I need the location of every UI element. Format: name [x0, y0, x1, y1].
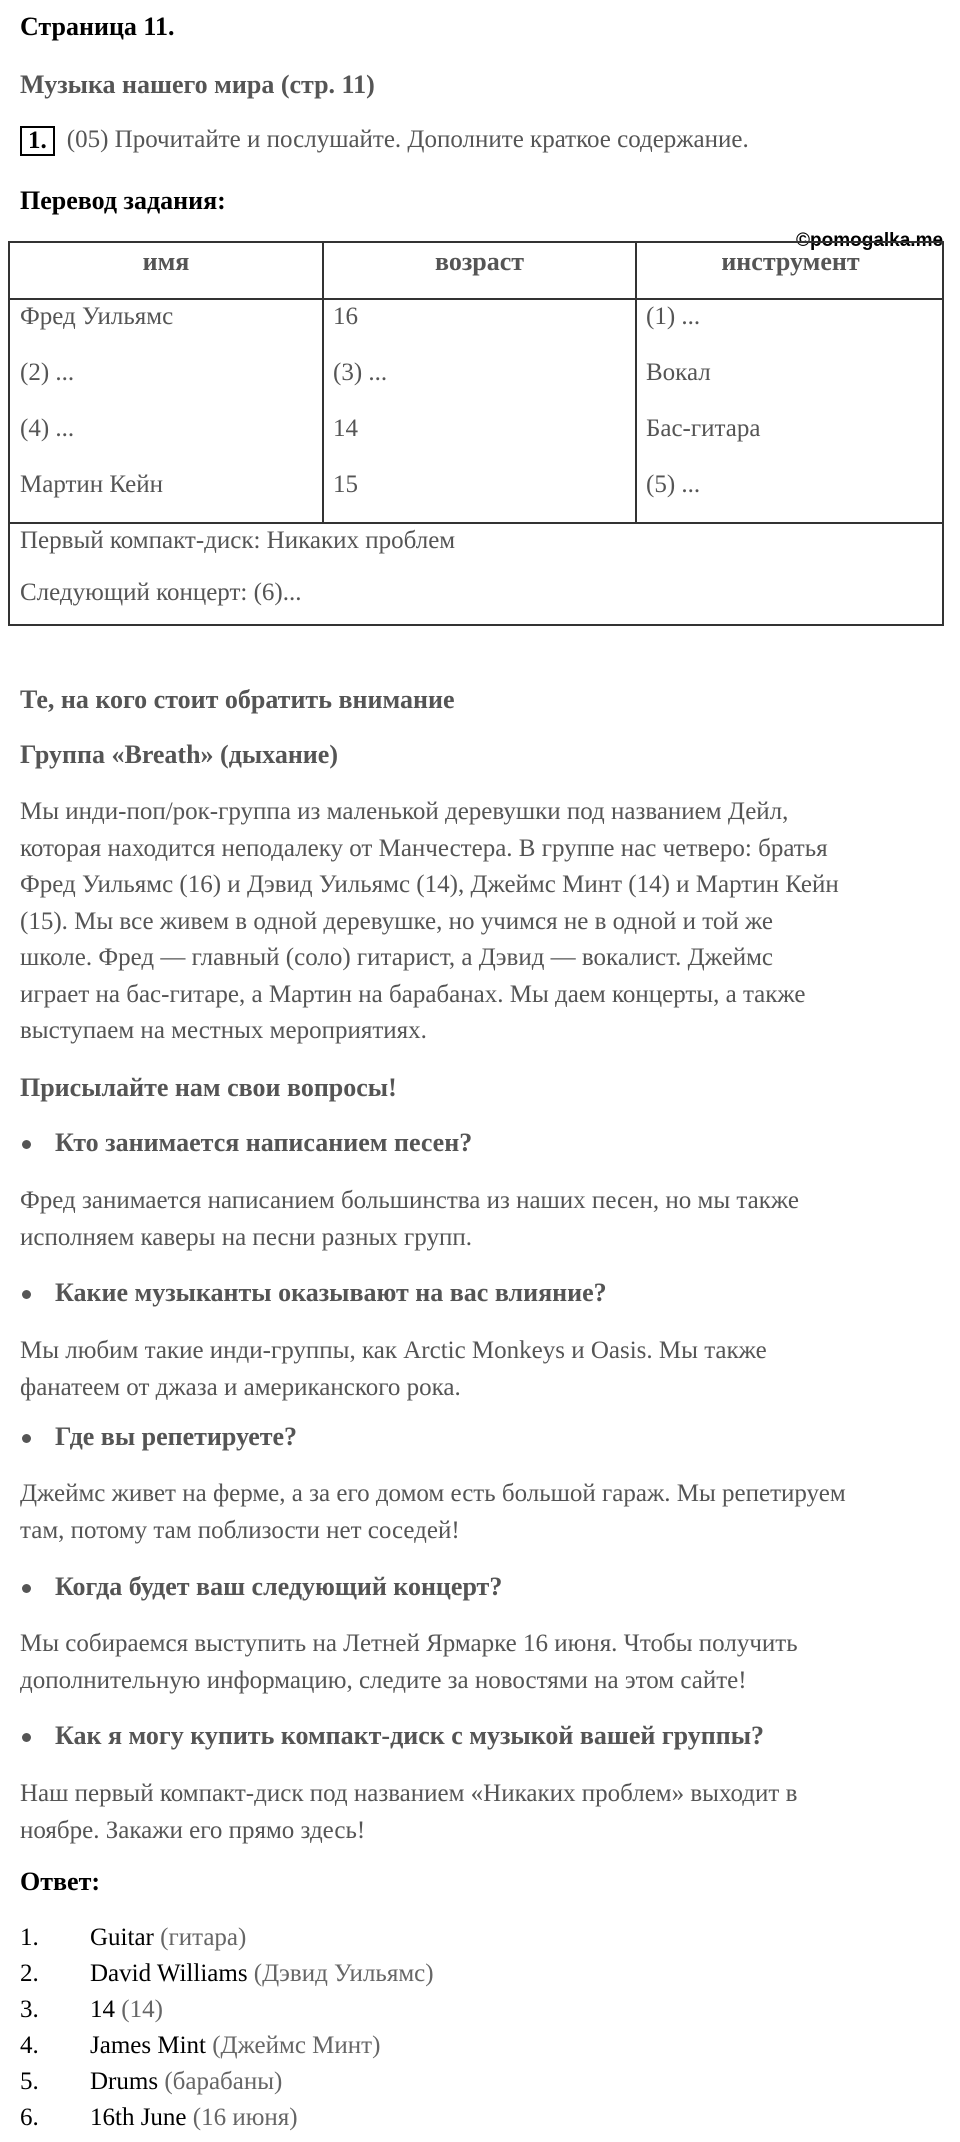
answer-number: 1. — [20, 1924, 39, 1951]
answer-paragraph — [20, 1626, 940, 1699]
article-heading: Те, на кого стоит обратить внимание — [20, 685, 455, 714]
answer-number: 2. — [20, 1960, 39, 1987]
table-footer-line: Следующий концерт: (6)... — [20, 579, 302, 606]
table-cell: Фред Уильямс — [20, 303, 174, 330]
answer-item — [90, 1960, 434, 1988]
question: Кто занимается написанием песен? — [55, 1128, 473, 1157]
band-title: Группа «Breath» (дыхание) — [20, 740, 338, 769]
bullet-icon — [22, 1290, 31, 1299]
table-cell: (3) ... — [333, 359, 388, 386]
question: Где вы репетируете? — [55, 1422, 298, 1451]
table-cell: (1) ... — [646, 303, 701, 330]
answer-number: 6. — [20, 2104, 39, 2131]
answer-russian: (Дэвид Уильямс) — [253, 1960, 434, 1987]
answer-item — [90, 2068, 282, 2096]
table-cell: 15 — [333, 471, 358, 498]
summary-table — [8, 241, 944, 626]
answer-english: James Mint — [90, 2032, 206, 2059]
watermark: ©pomogalka.me — [796, 230, 944, 251]
answer-english: Guitar — [90, 1924, 154, 1951]
answer-russian: (Джеймс Минт) — [212, 2032, 381, 2059]
paragraph-line: Наш первый компакт-диск под названием «Никаких проблем» выходит в — [20, 1780, 798, 1807]
paragraph-line: фанатеем от джаза и американского рока. — [20, 1373, 461, 1401]
table-cell: Вокал — [646, 359, 711, 386]
answer-item — [90, 2104, 298, 2132]
paragraph-line: исполняем каверы на песни разных групп. — [20, 1223, 472, 1251]
table-cell: Мартин Кейн — [20, 471, 164, 498]
paragraph-line: Фред Уильямс (16) и Дэвид Уильямс (14), Джеймс Минт (14) и Мартин Кейн — [20, 871, 839, 898]
task-text: (05) Прочитайте и послушайте. Дополните краткое содержание. — [66, 126, 749, 153]
paragraph-line: там, потому там поблизости нет соседей! — [20, 1516, 460, 1544]
bullet-icon — [22, 1584, 31, 1593]
answer-number: 3. — [20, 1996, 39, 2023]
answer-item — [90, 1924, 246, 1952]
paragraph-line: дополнительную информацию, следите за новостями на этом сайте! — [20, 1666, 747, 1694]
questions-heading: Присылайте нам свои вопросы! — [20, 1073, 397, 1102]
answer-english: Drums — [90, 2068, 159, 2095]
bullet-icon — [22, 1434, 31, 1443]
paragraph-line: Фред занимается написанием большинства из наших песен, но мы также — [20, 1187, 799, 1214]
answer-russian: (гитара) — [160, 1924, 247, 1951]
answer-paragraph — [20, 1333, 940, 1406]
question: Какие музыканты оказывают на вас влияние? — [55, 1278, 607, 1307]
paragraph-line: (15). Мы все живем в одной деревушке, но учимся не в одной и той же — [20, 907, 774, 935]
column-header-name: имя — [142, 247, 190, 276]
paragraph-line: Мы инди-поп/рок-группа из маленькой деревушки под названием Дейл, — [20, 798, 789, 825]
answer-item — [90, 2032, 380, 2060]
table-divider — [10, 298, 942, 300]
answer-number: 4. — [20, 2032, 39, 2059]
table-cell: 14 — [333, 415, 358, 442]
answer-russian: (барабаны) — [164, 2068, 283, 2095]
answer-russian: (14) — [121, 1996, 163, 2023]
paragraph-line: Мы собираемся выступить на Летней Ярмарке 16 июня. Чтобы получить — [20, 1630, 798, 1657]
table-cell: Бас-гитара — [646, 415, 761, 442]
paragraph-line: выступаем на местных мероприятиях. — [20, 1017, 427, 1044]
question: Как я могу купить компакт-диск с музыкой вашей группы? — [55, 1721, 765, 1750]
answer-russian: (16 июня) — [192, 2104, 298, 2131]
table-cell: (2) ... — [20, 359, 75, 386]
table-divider — [322, 243, 324, 522]
task-line — [20, 126, 749, 156]
paragraph-line: ноябре. Закажи его прямо здесь! — [20, 1816, 366, 1844]
answer-paragraph — [20, 1776, 940, 1849]
paragraph-line: играет на бас-гитаре, а Мартин на барабанах. Мы даем концерты, а также — [20, 980, 806, 1008]
answer-english: David Williams — [90, 1960, 248, 1987]
table-cell: 16 — [333, 303, 358, 330]
answer-item — [90, 1996, 163, 2024]
paragraph-line: Джеймс живет на ферме, а за его домом есть большой гараж. Мы репетируем — [20, 1480, 846, 1507]
table-cell: (5) ... — [646, 471, 701, 498]
table-footer-line: Первый компакт-диск: Никаких проблем — [20, 527, 456, 554]
page-title: Страница 11. — [20, 12, 175, 41]
column-header-age: возраст — [434, 247, 525, 276]
translation-heading: Перевод задания: — [20, 186, 226, 215]
answer-paragraph — [20, 1183, 940, 1256]
table-cell: (4) ... — [20, 415, 75, 442]
table-divider — [10, 522, 942, 524]
paragraph-line: Мы любим такие инди-группы, как Arctic Monkeys и Oasis. Мы также — [20, 1337, 767, 1364]
task-number: 1. — [20, 126, 55, 156]
table-divider — [635, 243, 637, 522]
bullet-icon — [22, 1733, 31, 1742]
paragraph-line: школе. Фред — главный (соло) гитарист, а Дэвид — вокалист. Джеймс — [20, 944, 774, 971]
answer-english: 14 — [90, 1996, 115, 2023]
answer-english: 16th June — [90, 2104, 187, 2131]
answer-paragraph — [20, 1476, 940, 1549]
intro-paragraph — [20, 794, 940, 1050]
answer-number: 5. — [20, 2068, 39, 2095]
answer-heading: Ответ: — [20, 1867, 101, 1896]
question: Когда будет ваш следующий концерт? — [55, 1572, 503, 1601]
section-title: Музыка нашего мира (стр. 11) — [20, 70, 375, 99]
paragraph-line: которая находится неподалеку от Манчестера. В группе нас четверо: братья — [20, 834, 828, 862]
column-header-instrument: инструмент — [721, 247, 860, 276]
bullet-icon — [22, 1140, 31, 1149]
